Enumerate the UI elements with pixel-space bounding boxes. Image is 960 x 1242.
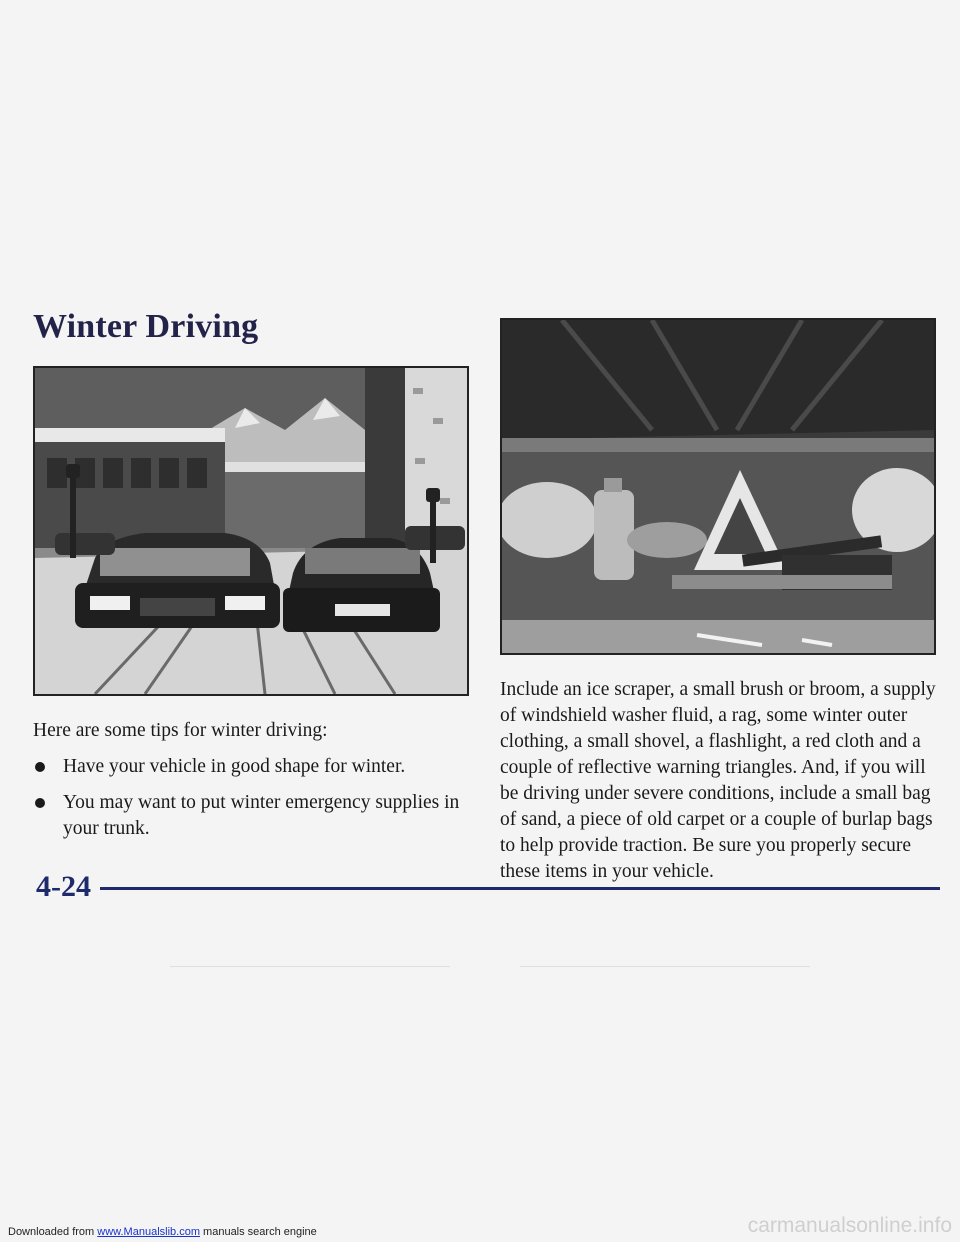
list-item: [33, 754, 473, 780]
watermark: carmanualsonline.info: [747, 1214, 952, 1237]
bullet-icon: [35, 762, 45, 772]
manualslib-link[interactable]: www.Manualslib.com: [97, 1226, 200, 1238]
supplies-paragraph: Include an ice scraper, a small brush or broom, a supply of windshield washer fluid, a rag, some winter outer clothing, a small shovel, a flashlight, a red cloth and a couple of reflective warning triangles. And, if you will be driving under severe conditions, include a small bag of sand, a piece of old carpet or a couple of burlap bags to help provide traction. Be sure you properly secure these items in your vehicle.: [500, 679, 936, 882]
trunk-supplies-illustration: [500, 318, 936, 655]
banner-suffix: manuals search engine: [203, 1226, 317, 1238]
tips-list: [33, 754, 473, 852]
bullet-icon: [35, 798, 45, 808]
page-number: 4-24: [36, 870, 91, 903]
winter-street-illustration: [33, 366, 469, 696]
bullet-text: Have your vehicle in good shape for winter.: [63, 756, 406, 777]
banner-prefix: Downloaded from: [8, 1226, 95, 1238]
scan-divider: [520, 966, 810, 967]
footer-rule: [100, 887, 940, 890]
intro-text: Here are some tips for winter driving:: [33, 720, 328, 741]
list-item: [33, 790, 473, 842]
bullet-text: You may want to put winter emergency supplies in your trunk.: [63, 792, 460, 839]
section-title: Winter Driving: [33, 308, 259, 345]
download-banner: [8, 1226, 317, 1238]
scan-divider: [170, 966, 450, 967]
